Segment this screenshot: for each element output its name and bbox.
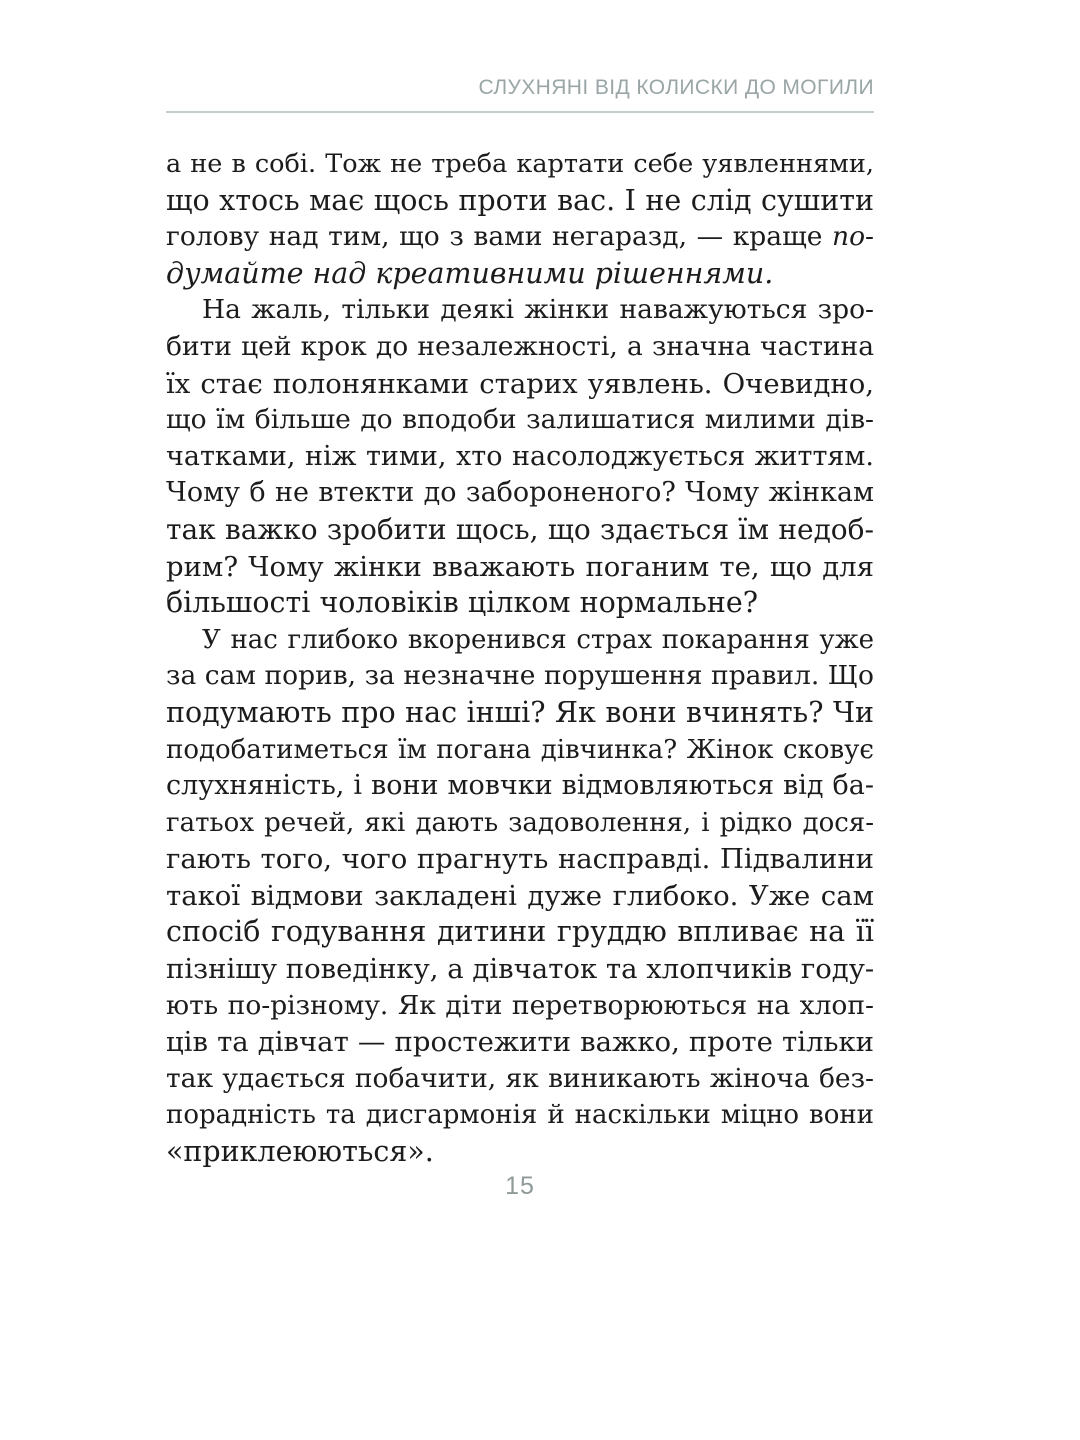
- page-number: 15: [505, 1172, 535, 1200]
- text-line: Чому б не втекти до забороненого? Чому жінкам: [166, 477, 874, 509]
- header-divider: [166, 111, 874, 113]
- text-line: гатьох речей, які дають задоволення, і рідко дося-: [166, 807, 874, 838]
- text-line: На жаль, тільки деякі жінки наважуються зро-: [202, 294, 874, 326]
- text-line: подобатиметься їм погана дівчинка? Жінок сковує: [166, 734, 874, 765]
- text-line: У нас глибоко вкоренився страх покарання уже: [202, 624, 874, 655]
- text-line: чатками, ніж тими, хто насолоджується життям.: [166, 440, 874, 472]
- text-line: гають того, чого прагнуть насправді. Підвалини: [166, 843, 874, 876]
- text-line: їх стає полонянками старих уявлень. Очевидно,: [166, 367, 874, 400]
- text-line: ців та дівчат — простежити важко, проте тільки: [166, 1026, 874, 1059]
- text-line: пізнішу поведінку, а дівчаток та хлопчиків году-: [166, 953, 875, 986]
- text-line: [166, 219, 874, 256]
- text-line: слухняність, і вони мовчки відмовляються від ба-: [166, 770, 874, 802]
- paragraph-2: [166, 292, 874, 621]
- text-line: що хтось має щось проти вас. І не слід сушити: [166, 183, 874, 217]
- text-line: подумають про нас інші? Як вони вчинять? Чи: [166, 695, 874, 729]
- text-line: спосіб годування дитини груддю впливає на її: [166, 915, 874, 949]
- paragraph-3: [166, 622, 874, 1171]
- text-line: ють по-різному. Як діти перетворюються на хлоп-: [166, 989, 874, 1021]
- text-line: такої відмови закладені дуже глибоко. Уже сам: [166, 879, 874, 912]
- text-line: бити цей крок до незалежності, а значна частина: [166, 330, 874, 362]
- emphasis-span: по-: [832, 221, 874, 253]
- body-text: [166, 146, 874, 1171]
- text-line: порадність та дисгармонія й наскільки міцно вони: [166, 1100, 874, 1131]
- paragraph-1: [166, 146, 874, 292]
- text-span: голову над тим, що з вами негаразд, — краще: [166, 221, 833, 253]
- text-line: що їм більше до вподоби залишатися милими дів-: [166, 404, 874, 436]
- text-line: так удається побачити, як виникають жіноча без-: [166, 1062, 874, 1094]
- text-line: за сам порив, за незначне порушення правил. Що: [166, 660, 874, 692]
- text-line: рим? Чому жінки вважають поганим те, що для: [166, 550, 874, 583]
- text-line: так важко зробити щось, що здається їм недоб-: [166, 512, 874, 546]
- text-line: «приклеюються».: [166, 1135, 434, 1169]
- text-line: а не в собі. Тож не треба картати себе уявленнями,: [166, 149, 874, 179]
- text-line: думайте над креативними рішеннями.: [166, 256, 774, 290]
- text-line: більшості чоловіків цілком нормальне?: [166, 586, 758, 620]
- running-head-title: СЛУХНЯНІ ВІД КОЛИСКИ ДО МОГИЛИ: [478, 76, 874, 99]
